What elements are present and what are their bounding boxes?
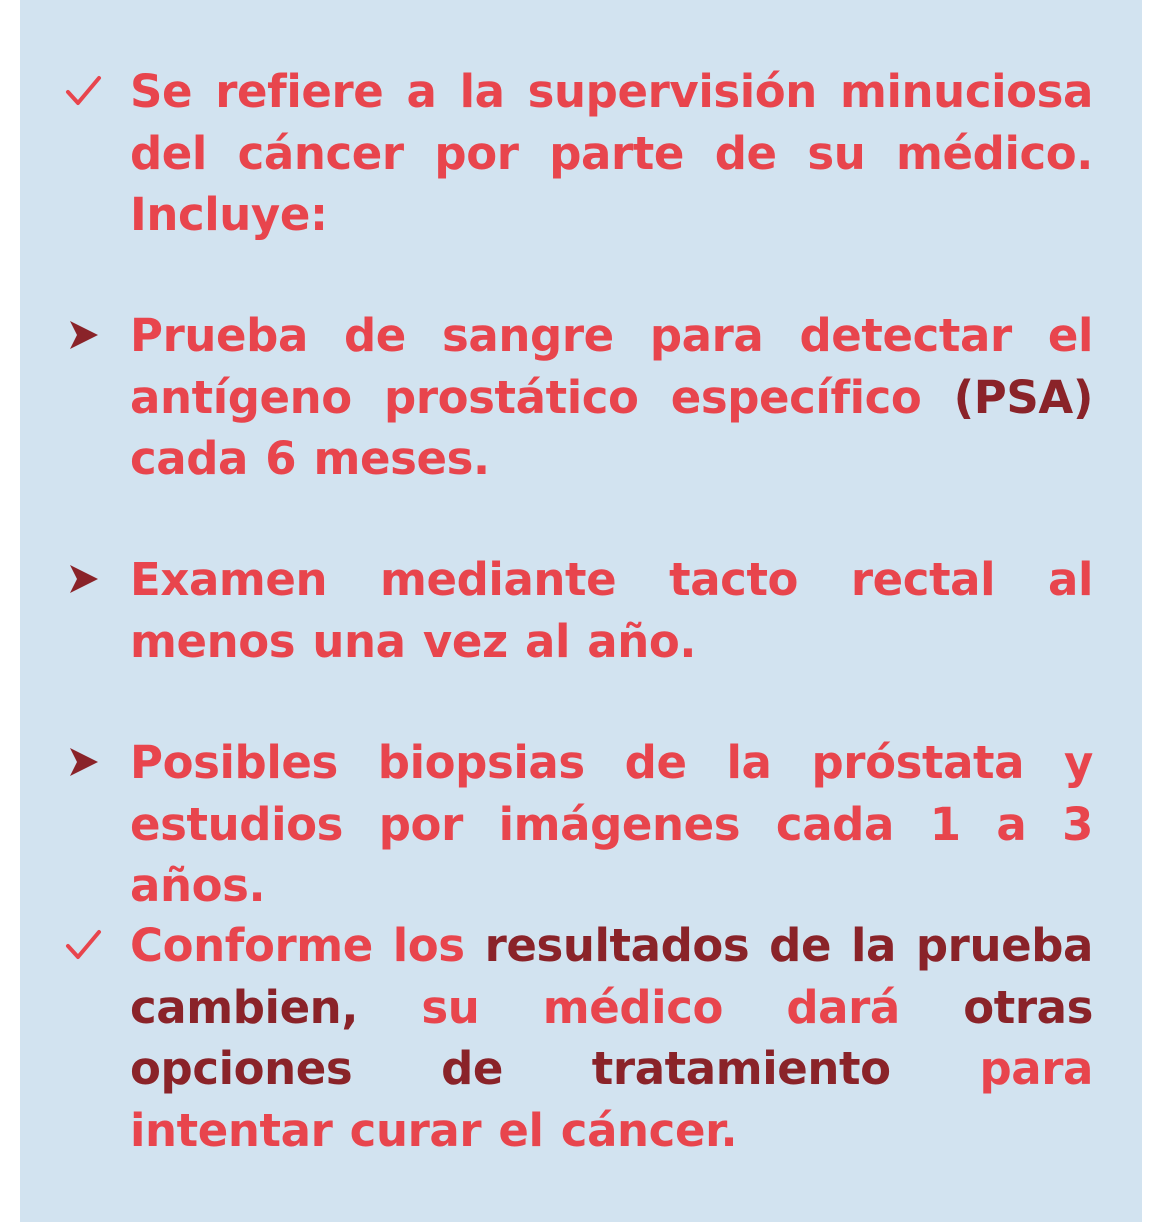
check-icon	[64, 71, 104, 111]
info-card	[20, 0, 1142, 1222]
check-icon	[64, 925, 104, 965]
arrowhead-bullet-icon	[64, 315, 104, 355]
item-text: Examen mediante tacto rectal al menos una vez al año.	[130, 553, 1093, 668]
item-text: Posibles biopsias de la próstata y estudios por imágenes cada 1 a 3 años.	[130, 736, 1093, 912]
list-item	[130, 549, 1093, 672]
list-item	[130, 915, 1093, 1161]
item-text: Prueba de sangre para detectar el antígeno prostático específico	[130, 309, 1093, 424]
list-item	[130, 732, 1093, 917]
item-text: Conforme los	[130, 919, 485, 972]
item-text-emphasis: resultados de la prueba cambien,	[130, 919, 1093, 1034]
item-text: para intentar curar el cáncer.	[130, 1042, 1093, 1157]
list-item	[130, 305, 1093, 490]
item-text: Se refiere a la supervisión minuciosa del cáncer por parte de su médico. Incluye:	[130, 65, 1093, 241]
arrowhead-bullet-icon	[64, 559, 104, 599]
item-text-emphasis: otras opciones de tratamiento	[130, 980, 1093, 1095]
item-text: cada 6 meses.	[130, 432, 490, 485]
item-text-emphasis: (PSA)	[953, 370, 1093, 424]
list-item	[130, 61, 1093, 246]
arrowhead-bullet-icon	[64, 742, 104, 782]
item-text: su médico dará	[358, 980, 964, 1034]
